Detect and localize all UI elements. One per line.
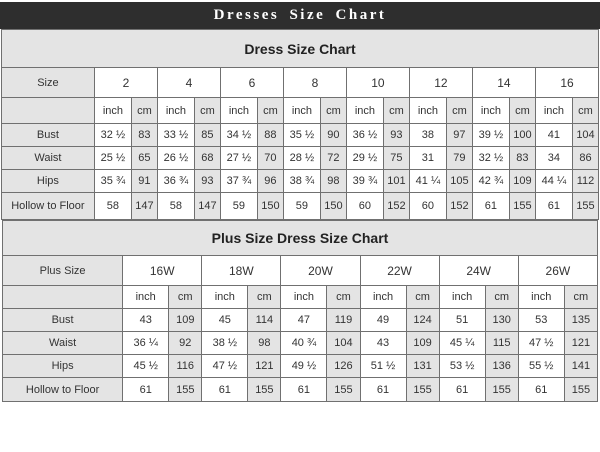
size-column-header: Plus Size — [3, 256, 123, 286]
measurement-value-cm: 72 — [320, 147, 346, 170]
unit-header-cm: cm — [485, 286, 518, 309]
unit-header-cm: cm — [131, 98, 157, 124]
table-row — [3, 286, 598, 309]
measurement-value-inch: 53 ½ — [439, 355, 485, 378]
unit-header-inch: inch — [94, 98, 131, 124]
measurement-value-inch: 34 — [535, 147, 572, 170]
measurement-value-inch: 26 ½ — [157, 147, 194, 170]
measurement-value-cm: 104 — [327, 332, 360, 355]
measurement-value-inch: 47 ½ — [202, 355, 248, 378]
measurement-value-inch: 51 — [439, 309, 485, 332]
measurement-value-cm: 101 — [383, 170, 409, 193]
measurement-value-inch: 36 ¼ — [123, 332, 169, 355]
measurement-value-inch: 61 — [202, 378, 248, 402]
unit-header-inch: inch — [220, 98, 257, 124]
measurement-value-cm: 98 — [320, 170, 346, 193]
page-title: Dresses Size Chart — [213, 7, 387, 23]
unit-header-cm: cm — [257, 98, 283, 124]
unit-header-inch: inch — [439, 286, 485, 309]
measurement-value-inch: 41 ¼ — [409, 170, 446, 193]
measurement-value-cm: 121 — [564, 332, 597, 355]
unit-header-inch: inch — [283, 98, 320, 124]
measurement-value-cm: 83 — [509, 147, 535, 170]
unit-header-inch: inch — [202, 286, 248, 309]
measurement-value-cm: 79 — [446, 147, 472, 170]
size-value: 24W — [439, 256, 518, 286]
measurement-value-cm: 65 — [131, 147, 157, 170]
dress-size-chart-body — [1, 30, 598, 220]
table-row — [1, 124, 598, 147]
measurement-value-inch: 49 — [360, 309, 406, 332]
measurement-value-inch: 36 ½ — [346, 124, 383, 147]
measurement-value-inch: 43 — [123, 309, 169, 332]
measurement-value-cm: 116 — [169, 355, 202, 378]
measurement-value-inch: 60 — [346, 193, 383, 220]
unit-header-inch: inch — [409, 98, 446, 124]
unit-header-cm: cm — [383, 98, 409, 124]
measurement-value-cm: 155 — [248, 378, 281, 402]
size-value: 8 — [283, 68, 346, 98]
measurement-value-inch: 35 ½ — [283, 124, 320, 147]
measurement-label: Hollow to Floor — [3, 378, 123, 402]
unit-header-cm: cm — [446, 98, 472, 124]
measurement-value-inch: 28 ½ — [283, 147, 320, 170]
unit-header-inch: inch — [535, 98, 572, 124]
measurement-value-cm: 124 — [406, 309, 439, 332]
measurement-value-cm: 92 — [169, 332, 202, 355]
measurement-value-cm: 155 — [509, 193, 535, 220]
unit-header-cm: cm — [406, 286, 439, 309]
table-row — [1, 68, 598, 98]
unit-header-inch: inch — [123, 286, 169, 309]
measurement-value-cm: 155 — [485, 378, 518, 402]
measurement-value-cm: 130 — [485, 309, 518, 332]
measurement-value-cm: 70 — [257, 147, 283, 170]
measurement-value-cm: 150 — [320, 193, 346, 220]
measurement-value-inch: 38 ½ — [202, 332, 248, 355]
measurement-value-inch: 61 — [360, 378, 406, 402]
measurement-value-inch: 40 ¾ — [281, 332, 327, 355]
size-column-header: Size — [1, 68, 94, 98]
measurement-value-inch: 35 ¾ — [94, 170, 131, 193]
table-row — [3, 378, 598, 402]
measurement-label: Hips — [1, 170, 94, 193]
measurement-value-cm: 147 — [131, 193, 157, 220]
table-row — [3, 309, 598, 332]
measurement-value-cm: 112 — [572, 170, 598, 193]
measurement-value-cm: 104 — [572, 124, 598, 147]
unit-header-inch: inch — [346, 98, 383, 124]
measurement-value-cm: 155 — [169, 378, 202, 402]
measurement-value-inch: 32 ½ — [472, 147, 509, 170]
measurement-value-inch: 29 ½ — [346, 147, 383, 170]
measurement-value-cm: 105 — [446, 170, 472, 193]
measurement-value-inch: 58 — [157, 193, 194, 220]
measurement-value-inch: 49 ½ — [281, 355, 327, 378]
measurement-value-inch: 39 ¾ — [346, 170, 383, 193]
measurement-value-inch: 61 — [518, 378, 564, 402]
measurement-value-inch: 47 ½ — [518, 332, 564, 355]
measurement-value-cm: 83 — [131, 124, 157, 147]
page-header-bar — [0, 2, 600, 29]
measurement-value-cm: 155 — [572, 193, 598, 220]
measurement-label: Hips — [3, 355, 123, 378]
measurement-value-cm: 75 — [383, 147, 409, 170]
measurement-value-inch: 33 ½ — [157, 124, 194, 147]
measurement-value-inch: 42 ¾ — [472, 170, 509, 193]
measurement-value-cm: 155 — [406, 378, 439, 402]
measurement-value-cm: 150 — [257, 193, 283, 220]
measurement-value-inch: 45 — [202, 309, 248, 332]
measurement-value-inch: 27 ½ — [220, 147, 257, 170]
measurement-value-inch: 39 ½ — [472, 124, 509, 147]
measurement-value-cm: 93 — [383, 124, 409, 147]
unit-header-inch: inch — [157, 98, 194, 124]
measurement-value-cm: 136 — [485, 355, 518, 378]
measurement-value-inch: 59 — [283, 193, 320, 220]
measurement-value-cm: 109 — [509, 170, 535, 193]
unit-row-spacer — [3, 286, 123, 309]
unit-header-cm: cm — [320, 98, 346, 124]
dress-size-chart-table — [1, 29, 599, 220]
measurement-value-cm: 147 — [194, 193, 220, 220]
table-row — [3, 256, 598, 286]
measurement-value-inch: 61 — [281, 378, 327, 402]
unit-header-inch: inch — [281, 286, 327, 309]
size-value: 22W — [360, 256, 439, 286]
measurement-value-cm: 121 — [248, 355, 281, 378]
measurement-value-cm: 155 — [327, 378, 360, 402]
measurement-value-cm: 85 — [194, 124, 220, 147]
measurement-value-cm: 109 — [169, 309, 202, 332]
measurement-value-cm: 135 — [564, 309, 597, 332]
measurement-value-inch: 59 — [220, 193, 257, 220]
table-row — [1, 98, 598, 124]
unit-header-inch: inch — [472, 98, 509, 124]
measurement-label: Waist — [1, 147, 94, 170]
measurement-value-inch: 51 ½ — [360, 355, 406, 378]
measurement-value-cm: 100 — [509, 124, 535, 147]
size-value: 10 — [346, 68, 409, 98]
measurement-value-inch: 38 ¾ — [283, 170, 320, 193]
measurement-value-cm: 115 — [485, 332, 518, 355]
measurement-value-inch: 61 — [535, 193, 572, 220]
measurement-value-inch: 53 — [518, 309, 564, 332]
measurement-value-cm: 98 — [248, 332, 281, 355]
measurement-value-cm: 114 — [248, 309, 281, 332]
measurement-value-inch: 58 — [94, 193, 131, 220]
table-row — [1, 147, 598, 170]
size-value: 16 — [535, 68, 598, 98]
measurement-value-inch: 41 — [535, 124, 572, 147]
table-row — [3, 221, 598, 256]
measurement-value-cm: 90 — [320, 124, 346, 147]
size-value: 2 — [94, 68, 157, 98]
measurement-label: Hollow to Floor — [1, 193, 94, 220]
measurement-value-cm: 126 — [327, 355, 360, 378]
measurement-value-inch: 45 ¼ — [439, 332, 485, 355]
table-row — [3, 355, 598, 378]
measurement-value-inch: 60 — [409, 193, 446, 220]
unit-header-inch: inch — [518, 286, 564, 309]
measurement-label: Bust — [1, 124, 94, 147]
measurement-value-inch: 47 — [281, 309, 327, 332]
measurement-value-cm: 152 — [383, 193, 409, 220]
size-value: 6 — [220, 68, 283, 98]
measurement-value-inch: 43 — [360, 332, 406, 355]
size-value: 20W — [281, 256, 360, 286]
measurement-value-cm: 119 — [327, 309, 360, 332]
measurement-value-inch: 31 — [409, 147, 446, 170]
table-title: Plus Size Dress Size Chart — [3, 221, 598, 256]
table-row — [1, 30, 598, 68]
measurement-value-cm: 141 — [564, 355, 597, 378]
unit-header-cm: cm — [572, 98, 598, 124]
measurement-value-inch: 61 — [472, 193, 509, 220]
size-value: 26W — [518, 256, 597, 286]
size-value: 4 — [157, 68, 220, 98]
measurement-value-inch: 44 ¼ — [535, 170, 572, 193]
measurement-value-inch: 45 ½ — [123, 355, 169, 378]
measurement-value-cm: 88 — [257, 124, 283, 147]
measurement-value-inch: 25 ½ — [94, 147, 131, 170]
measurement-value-cm: 131 — [406, 355, 439, 378]
unit-header-cm: cm — [509, 98, 535, 124]
measurement-value-inch: 32 ½ — [94, 124, 131, 147]
size-value: 12 — [409, 68, 472, 98]
measurement-value-inch: 61 — [123, 378, 169, 402]
measurement-value-inch: 38 — [409, 124, 446, 147]
plus-size-chart-table — [2, 220, 598, 402]
measurement-value-inch: 55 ½ — [518, 355, 564, 378]
measurement-value-cm: 155 — [564, 378, 597, 402]
unit-header-cm: cm — [194, 98, 220, 124]
table-row — [1, 193, 598, 220]
measurement-value-inch: 61 — [439, 378, 485, 402]
measurement-value-cm: 68 — [194, 147, 220, 170]
unit-row-spacer — [1, 98, 94, 124]
table-title: Dress Size Chart — [1, 30, 598, 68]
measurement-value-cm: 109 — [406, 332, 439, 355]
measurement-value-cm: 96 — [257, 170, 283, 193]
measurement-value-inch: 37 ¾ — [220, 170, 257, 193]
unit-header-inch: inch — [360, 286, 406, 309]
measurement-value-cm: 91 — [131, 170, 157, 193]
measurement-label: Bust — [3, 309, 123, 332]
measurement-value-cm: 97 — [446, 124, 472, 147]
measurement-value-cm: 93 — [194, 170, 220, 193]
measurement-value-cm: 152 — [446, 193, 472, 220]
size-value: 18W — [202, 256, 281, 286]
table-row — [1, 170, 598, 193]
plus-size-chart-body — [3, 221, 598, 402]
size-value: 14 — [472, 68, 535, 98]
unit-header-cm: cm — [169, 286, 202, 309]
size-value: 16W — [123, 256, 202, 286]
unit-header-cm: cm — [564, 286, 597, 309]
unit-header-cm: cm — [327, 286, 360, 309]
measurement-value-inch: 36 ¾ — [157, 170, 194, 193]
measurement-label: Waist — [3, 332, 123, 355]
measurement-value-cm: 86 — [572, 147, 598, 170]
unit-header-cm: cm — [248, 286, 281, 309]
table-row — [3, 332, 598, 355]
measurement-value-inch: 34 ½ — [220, 124, 257, 147]
